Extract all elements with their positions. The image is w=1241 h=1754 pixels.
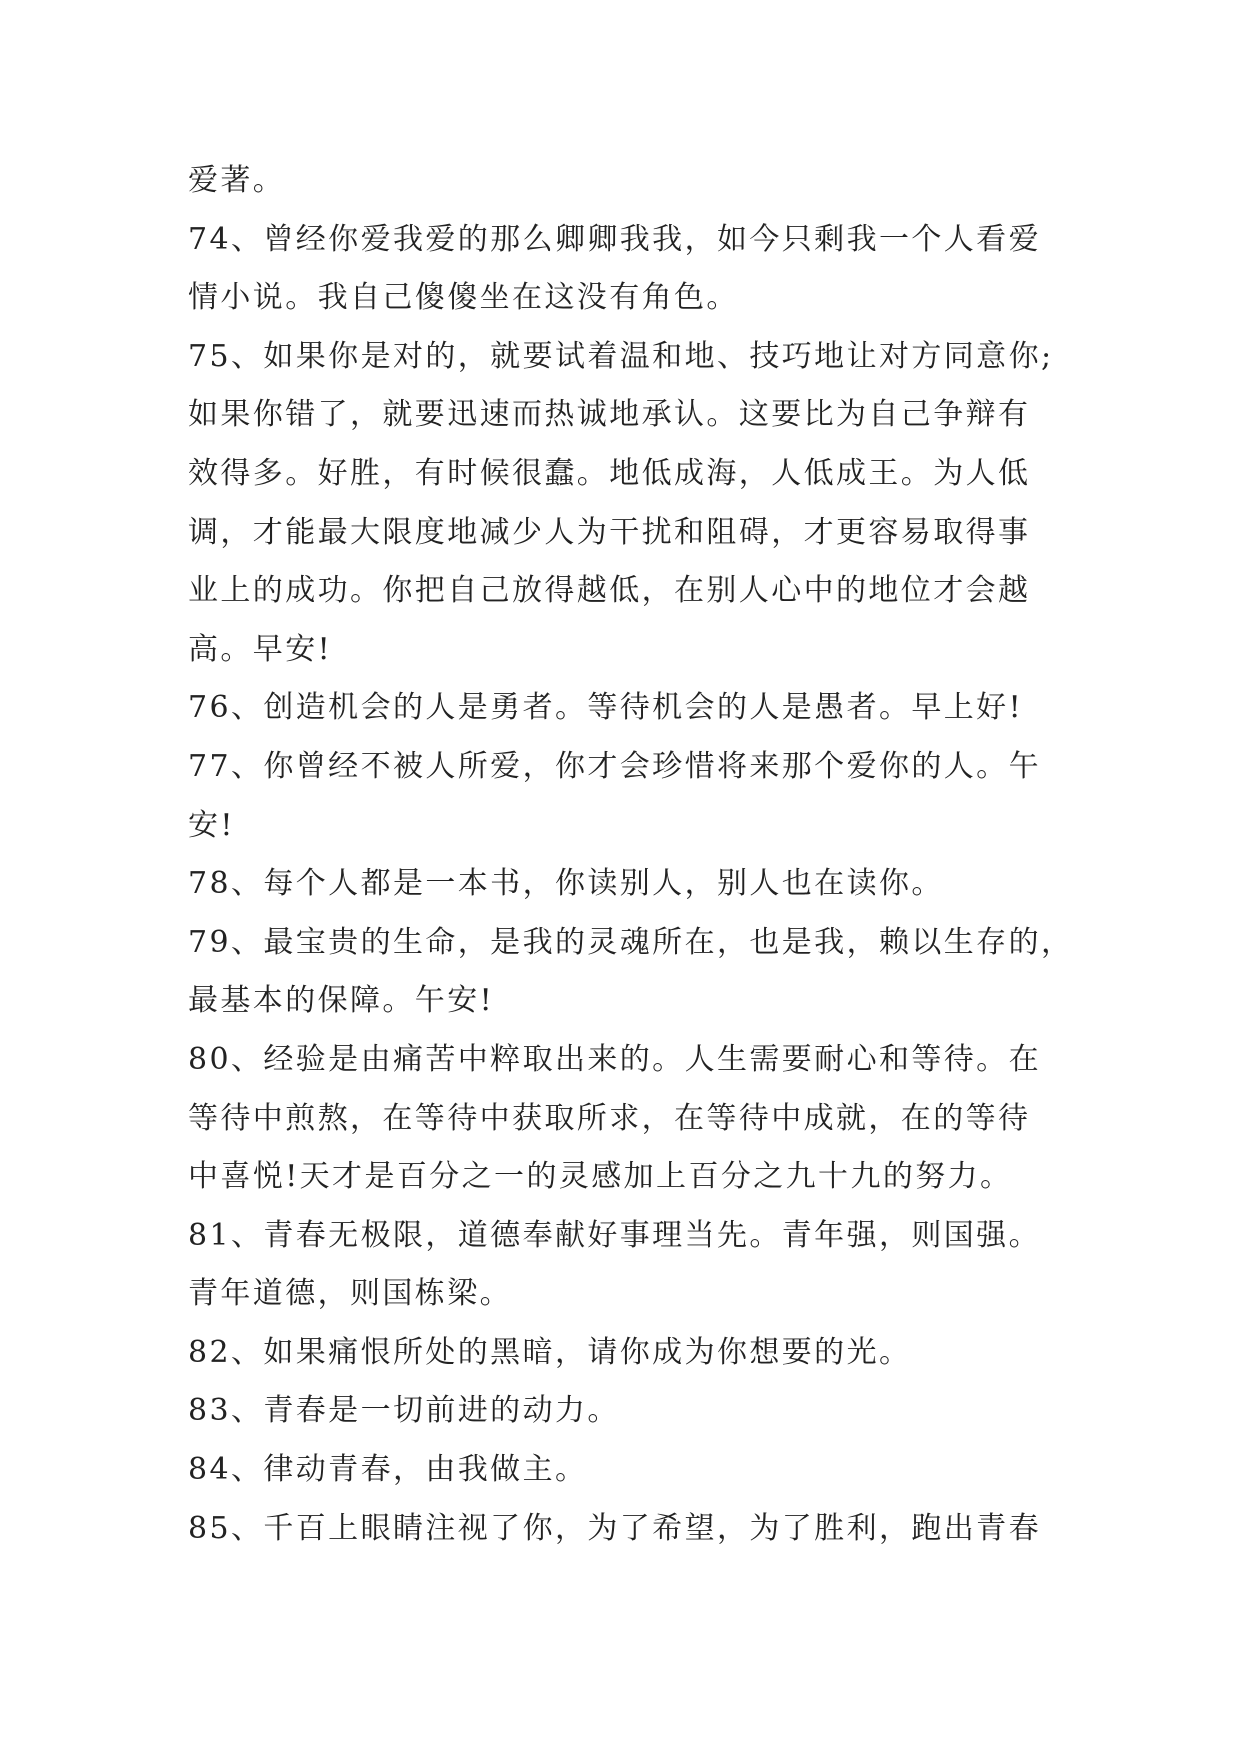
- text-line: 81、青春无极限，道德奉献好事理当先。青年强，则国强。: [188, 1217, 1041, 1253]
- text-line: 77、你曾经不被人所爱，你才会珍惜将来那个爱你的人。午: [188, 748, 1041, 784]
- text-line: 中喜悦!天才是百分之一的灵感加上百分之九十九的努力。: [188, 1159, 1013, 1195]
- text-line: 等待中煎熬，在等待中获取所求，在等待中成就，在的等待: [188, 1100, 1031, 1136]
- text-line: 75、如果你是对的，就要试着温和地、技巧地让对方同意你;: [188, 338, 1054, 374]
- text-line: 如果你错了，就要迅速而热诚地承认。这要比为自己争辩有: [188, 397, 1031, 433]
- text-line: 80、经验是由痛苦中粹取出来的。人生需要耐心和等待。在: [188, 1041, 1041, 1077]
- text-line: 最基本的保障。午安!: [188, 983, 495, 1019]
- text-line: 安!: [188, 807, 235, 843]
- text-line: 青年道德，则国栋梁。: [188, 1276, 512, 1312]
- text-line: 效得多。好胜，有时候很蠢。地低成海，人低成王。为人低: [188, 455, 1031, 491]
- text-line: 76、创造机会的人是勇者。等待机会的人是愚者。早上好!: [188, 690, 1024, 726]
- text-line: 爱著。: [188, 163, 286, 198]
- text-line: 高。早安!: [188, 631, 333, 667]
- text-line: 84、律动青春，由我做主。: [188, 1452, 588, 1488]
- text-line: 调，才能最大限度地减少人为干扰和阻碍，才更容易取得事: [188, 514, 1031, 550]
- text-line: 情小说。我自己傻傻坐在这没有角色。: [188, 280, 739, 316]
- text-line: 78、每个人都是一本书，你读别人，别人也在读你。: [188, 866, 944, 902]
- text-line: 82、如果痛恨所处的黑暗，请你成为你想要的光。: [188, 1334, 912, 1370]
- text-line: 85、千百上眼睛注视了你，为了希望，为了胜利，跑出青春: [188, 1510, 1041, 1546]
- text-line: 74、曾经你爱我爱的那么卿卿我我，如今只剩我一个人看爱: [188, 221, 1041, 257]
- text-line: 79、最宝贵的生命，是我的灵魂所在，也是我，赖以生存的，: [188, 924, 1074, 960]
- text-line: 业上的成功。你把自己放得越低，在别人心中的地位才会越: [188, 573, 1031, 609]
- text-line: 83、青春是一切前进的动力。: [188, 1393, 620, 1429]
- document-body: [188, 152, 1088, 1558]
